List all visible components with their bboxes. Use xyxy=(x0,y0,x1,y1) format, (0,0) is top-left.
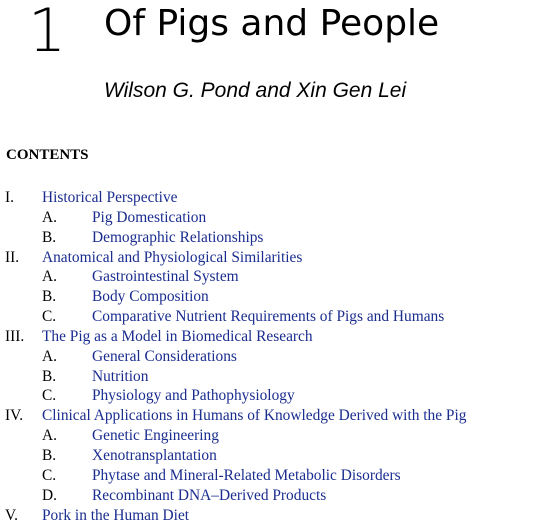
toc-subsection-letter: B. xyxy=(42,228,56,248)
toc-subsection-link[interactable]: Phytase and Mineral-Related Metabolic Disorders xyxy=(92,466,401,486)
toc-subsection[interactable] xyxy=(0,466,535,486)
toc-subsection[interactable] xyxy=(0,486,535,506)
chapter-authors: Wilson G. Pond and Xin Gen Lei xyxy=(104,77,406,105)
toc-subsection[interactable] xyxy=(0,446,535,466)
toc-section-number: II. xyxy=(5,248,19,268)
toc-subsection[interactable] xyxy=(0,347,535,367)
toc-subsection-letter: C. xyxy=(42,466,56,486)
toc-subsection-link[interactable]: Body Composition xyxy=(92,287,209,307)
toc-subsection-letter: B. xyxy=(42,287,56,307)
toc-subsection[interactable] xyxy=(0,287,535,307)
toc-subsection[interactable] xyxy=(0,367,535,387)
toc-subsection[interactable] xyxy=(0,307,535,327)
toc-subsection-link[interactable]: Physiology and Pathophysiology xyxy=(92,386,295,406)
toc-subsection-letter: B. xyxy=(42,367,56,387)
toc-subsection-letter: D. xyxy=(42,486,57,506)
toc-subsection-letter: A. xyxy=(42,208,57,228)
toc-section[interactable] xyxy=(0,406,535,426)
toc-subsection-link[interactable]: Genetic Engineering xyxy=(92,426,219,446)
toc-section[interactable] xyxy=(0,188,535,208)
toc-subsection-letter: B. xyxy=(42,446,56,466)
toc-subsection[interactable] xyxy=(0,267,535,287)
toc-subsection[interactable] xyxy=(0,426,535,446)
toc-section-number: V. xyxy=(5,506,18,525)
toc-section-link[interactable]: Historical Perspective xyxy=(42,188,177,208)
toc-subsection[interactable] xyxy=(0,228,535,248)
toc-subsection-letter: A. xyxy=(42,267,57,287)
toc-section-link[interactable]: Clinical Applications in Humans of Knowledge Derived with the Pig xyxy=(42,406,466,426)
toc-subsection-letter: A. xyxy=(42,426,57,446)
toc-subsection-link[interactable]: Comparative Nutrient Requirements of Pigs and Humans xyxy=(92,307,444,327)
chapter-title: Of Pigs and People xyxy=(104,2,439,46)
toc-section-link[interactable]: Pork in the Human Diet xyxy=(42,506,189,525)
toc-subsection-letter: C. xyxy=(42,307,56,327)
toc-subsection[interactable] xyxy=(0,386,535,406)
toc-section-number: IV. xyxy=(5,406,23,426)
toc-subsection-link[interactable]: General Considerations xyxy=(92,347,237,367)
toc-subsection[interactable] xyxy=(0,208,535,228)
toc-section-number: III. xyxy=(5,327,24,347)
chapter-number: 1 xyxy=(28,0,64,66)
toc-section-link[interactable]: The Pig as a Model in Biomedical Research xyxy=(42,327,313,347)
toc-section-number: I. xyxy=(5,188,14,208)
toc-section[interactable] xyxy=(0,248,535,268)
toc-section-link[interactable]: Anatomical and Physiological Similarities xyxy=(42,248,302,268)
toc-subsection-link[interactable]: Demographic Relationships xyxy=(92,228,263,248)
toc-subsection-link[interactable]: Nutrition xyxy=(92,367,148,387)
toc-subsection-link[interactable]: Gastrointestinal System xyxy=(92,267,239,287)
toc-subsection-letter: A. xyxy=(42,347,57,367)
table-of-contents xyxy=(0,188,535,525)
toc-subsection-letter: C. xyxy=(42,386,56,406)
toc-subsection-link[interactable]: Pig Domestication xyxy=(92,208,206,228)
contents-heading: CONTENTS xyxy=(6,145,89,165)
toc-section[interactable] xyxy=(0,327,535,347)
toc-subsection-link[interactable]: Recombinant DNA–Derived Products xyxy=(92,486,326,506)
toc-subsection-link[interactable]: Xenotransplantation xyxy=(92,446,217,466)
toc-section[interactable] xyxy=(0,506,535,525)
